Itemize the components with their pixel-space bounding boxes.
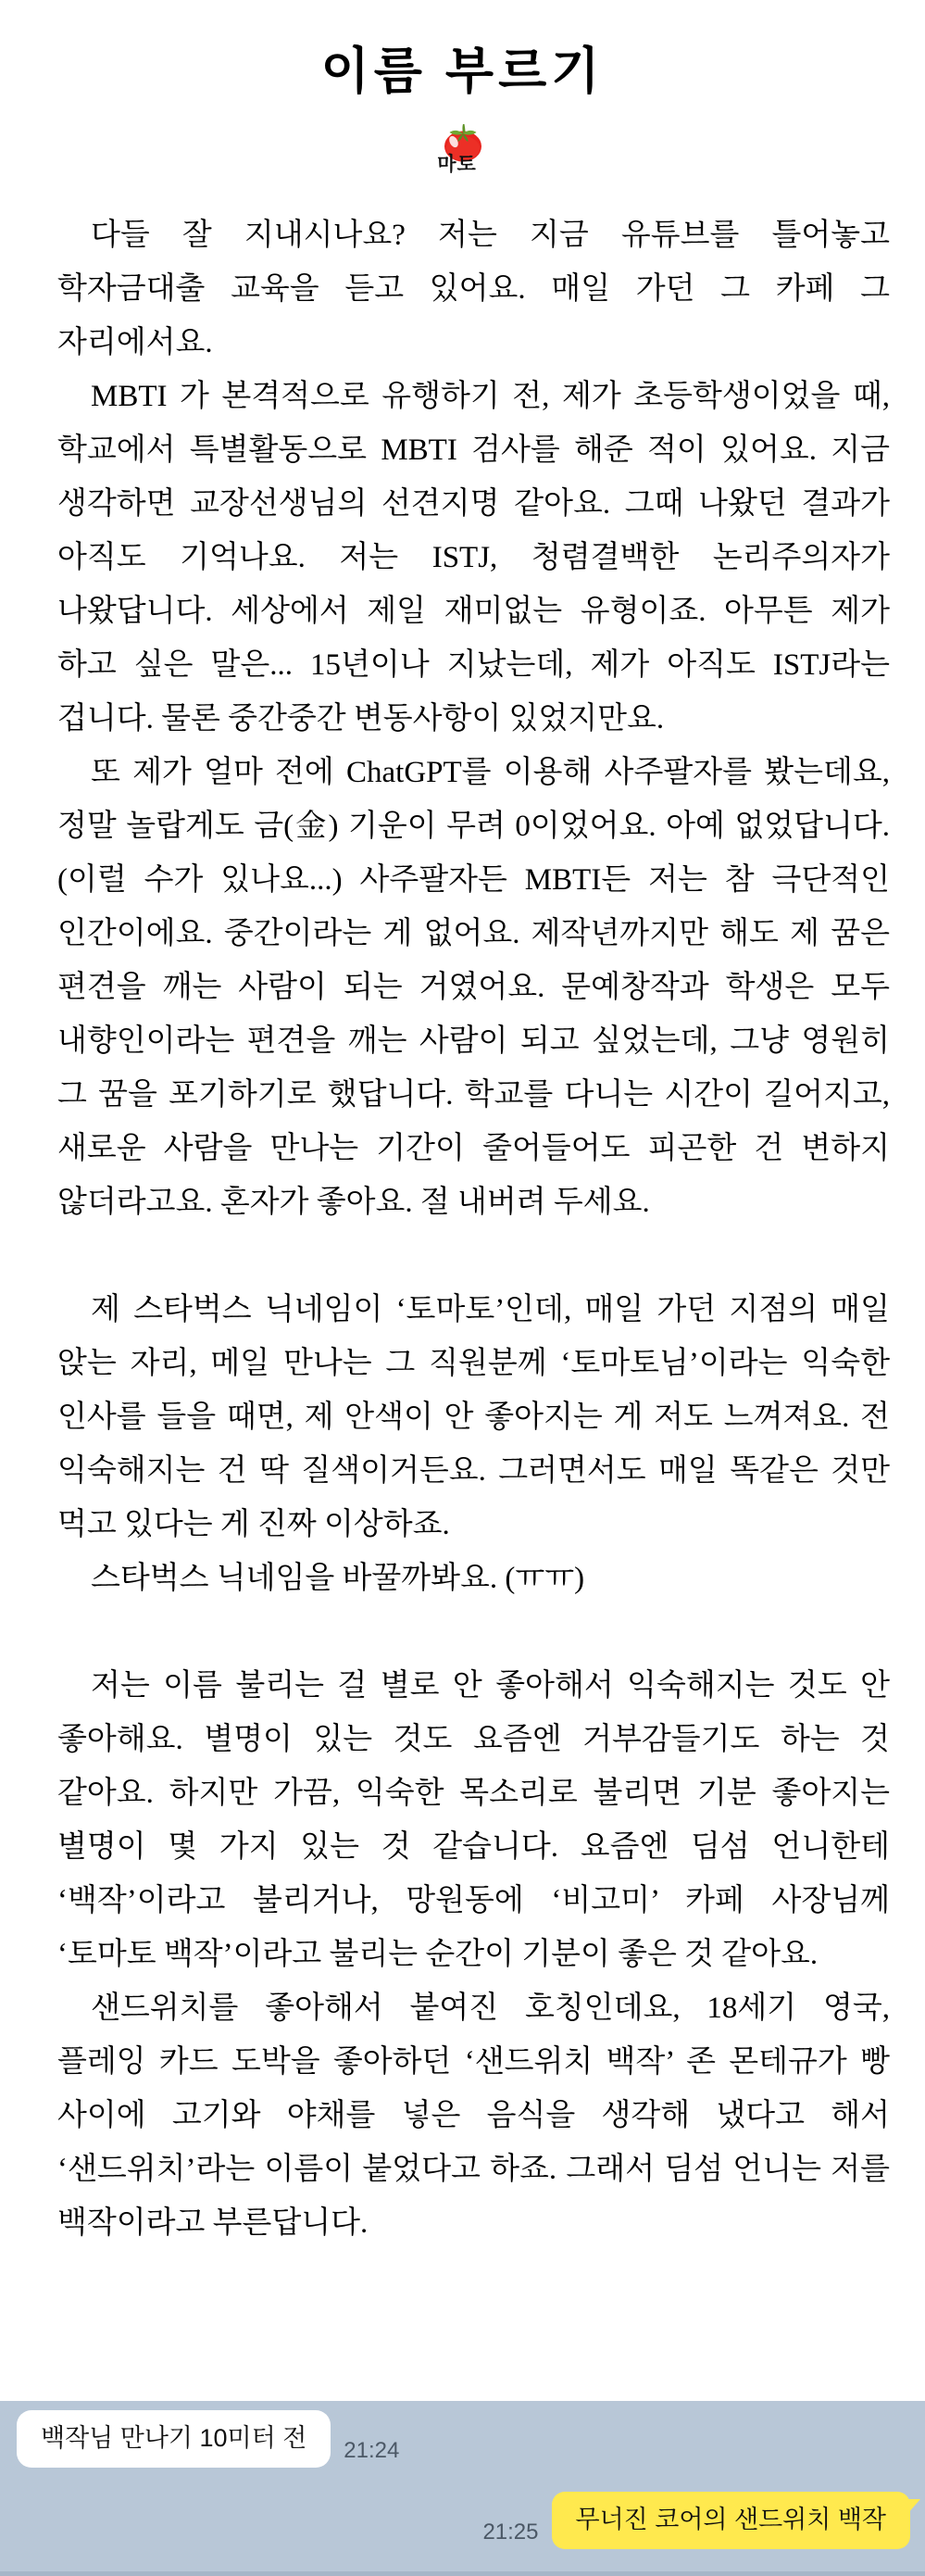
paragraph: 스타벅스 닉네임을 바꿀까봐요. (ㅠㅠ) xyxy=(91,1562,585,1595)
message-timestamp: 21:25 xyxy=(482,2519,539,2545)
chat-bottom-edge xyxy=(0,2571,925,2576)
article-body xyxy=(0,208,925,2376)
message-timestamp: 21:24 xyxy=(344,2437,400,2463)
paragraph: 다들 잘 지내시나요? 저는 지금 유튜브를 틀어놓고 학자금대출 교육을 듣고 있어요. 매일 가던 그 카페 그 자리에서요. xyxy=(57,219,890,359)
tomato-logo xyxy=(0,121,925,186)
chat-bubble-incoming: 백작님 만나기 10미터 전 xyxy=(17,2410,331,2468)
paragraph: 샌드위치를 좋아해서 붙여진 호칭인데요, 18세기 영국, 플레잉 카드 도박을 좋아하던 ‘샌드위치 백작’ 존 몬테규가 빵 사이에 고기와 야채를 넣은 음식을 생각해 냈다고 해서 ‘샌드위치’라는 이름이 붙었다고 하죠. 그래서 딤섬 언니는 저를 백작이라고 부른답니다. xyxy=(57,1992,890,2240)
paragraph: 저는 이름 불리는 걸 별로 안 좋아해서 익숙해지는 것도 안 좋아해요. 별명이 있는 것도 요즘엔 거부감들기도 하는 것 같아요. 하지만 가끔, 익숙한 목소리로 불리면 기분 좋아지는 별명이 몇 가지 있는 것 같습니다. 요즘엔 딤섬 언니한테 ‘백작’이라고 불리거나, 망원동에 ‘비고미’ 카페 사장님께 ‘토마토 백작’이라고 불리는 순간이 기분이 좋은 것 같아요. xyxy=(57,1669,890,1971)
chat-screenshot xyxy=(0,2401,925,2576)
page-title: 이름 부르기 xyxy=(320,44,605,99)
chat-message-row-outgoing xyxy=(0,2492,910,2549)
paragraph: MBTI 가 본격적으로 유행하기 전, 제가 초등학생이었을 때, 학교에서 특별활동으로 MBTI 검사를 해준 적이 있어요. 지금 생각하면 교장선생님의 선견지명 같아요. 그때 나왔던 결과가 아직도 기억나요. 저는 ISTJ, 청렴결백한 논리주의자가 나왔답니다. 세상에서 제일 재미없는 유형이죠. 아무튼 제가 하고 싶은 말은... 15년이나 지났는데, 제가 아직도 ISTJ라는 겁니다. 물론 중간중간 변동사항이 있었지만요. xyxy=(57,380,890,735)
logo-caption: 마토 xyxy=(437,154,477,175)
paragraph: 또 제가 얼마 전에 ChatGPT를 이용해 사주팔자를 봤는데요, 정말 놀랍게도 금(金) 기운이 무려 0이었어요. 아예 없었답니다. (이럴 수가 있나요...) 사주팔자든 MBTI든 저는 참 극단적인 인간이에요. 중간이라는 게 없어요. 제작년까지만 해도 제 꿈은 편견을 깨는 사람이 되는 거였어요. 문예창작과 학생은 모두 내향인이라는 편견을 깨는 사람이 되고 싶었는데, 그냥 영원히 그 꿈을 포기하기로 했답니다. 학교를 다니는 시간이 길어지고, 새로운 사람을 만나는 기간이 줄어들어도 피곤한 건 변하지 않더라고요. 혼자가 좋아요. 절 내버려 두세요. xyxy=(57,756,890,1219)
chat-bubble-outgoing: 무너진 코어의 샌드위치 백작 xyxy=(552,2492,911,2549)
paragraph: 제 스타벅스 닉네임이 ‘토마토’인데, 매일 가던 지점의 매일 앉는 자리, 메일 만나는 그 직원분께 ‘토마토님’이라는 익숙한 인사를 들을 때면, 제 안색이 안 좋아지는 게 저도 느껴져요. 전 익숙해지는 건 딱 질색이거든요. 그러면서도 매일 똑같은 것만 먹고 있다는 게 진짜 이상하죠. xyxy=(57,1293,890,1541)
chat-message-row-incoming xyxy=(17,2410,925,2468)
